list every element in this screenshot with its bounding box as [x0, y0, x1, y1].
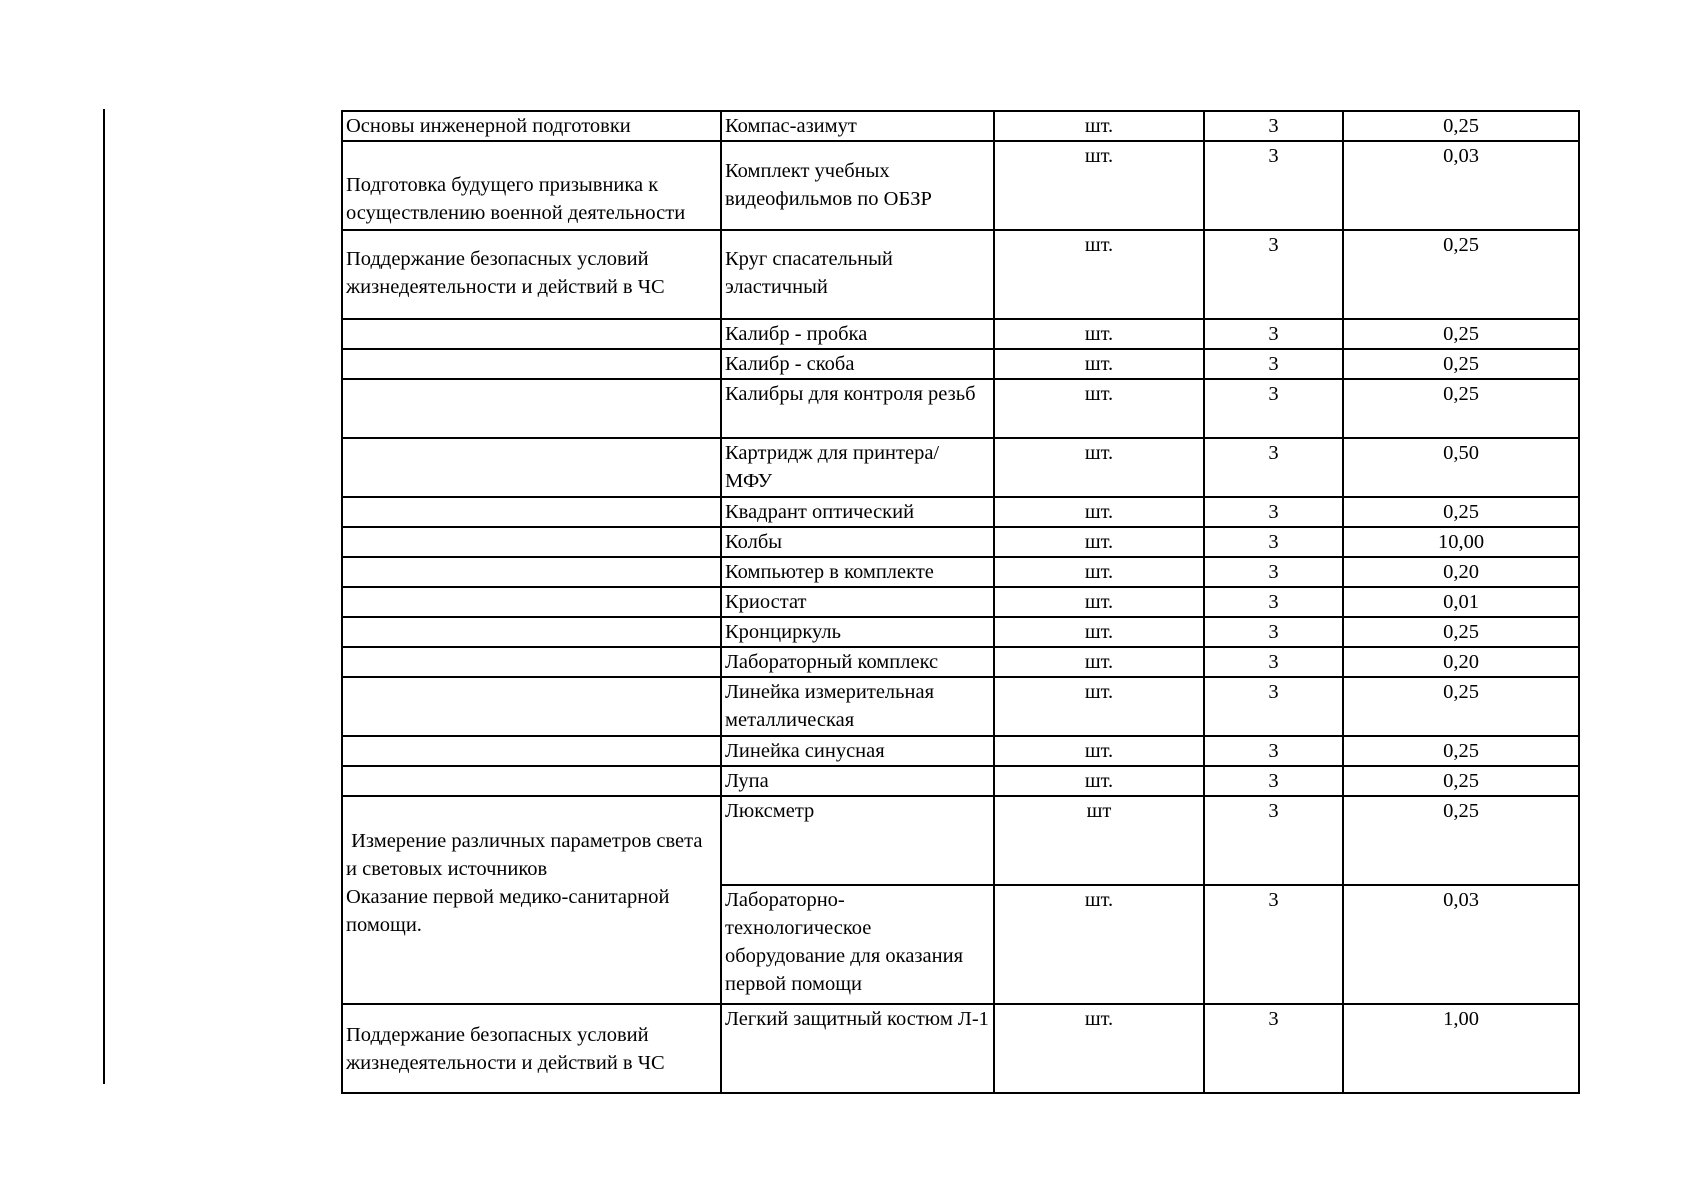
table-row: [342, 141, 1579, 230]
table-row: [342, 527, 1579, 557]
section-cell: [342, 379, 721, 438]
qty-cell: 3: [1204, 111, 1343, 141]
section-cell: [342, 319, 721, 349]
qty-cell: 3: [1204, 557, 1343, 587]
norm-cell: 0,25: [1343, 736, 1579, 766]
item-cell: Круг спасательный эластичный: [721, 230, 994, 319]
table-row: [342, 438, 1579, 497]
table-row: [342, 647, 1579, 677]
norm-cell: 10,00: [1343, 527, 1579, 557]
norm-cell: 0,25: [1343, 379, 1579, 438]
norm-cell: 0,25: [1343, 677, 1579, 736]
section-cell: [342, 349, 721, 379]
qty-cell: 3: [1204, 766, 1343, 796]
section-cell: [342, 557, 721, 587]
unit-cell: шт.: [994, 497, 1204, 527]
unit-cell: шт.: [994, 557, 1204, 587]
qty-cell: 3: [1204, 230, 1343, 319]
qty-cell: 3: [1204, 438, 1343, 497]
norm-cell: 0,25: [1343, 349, 1579, 379]
qty-cell: 3: [1204, 319, 1343, 349]
qty-cell: 3: [1204, 885, 1343, 1004]
item-cell: Картридж для принтера/ МФУ: [721, 438, 994, 497]
table-row: [342, 736, 1579, 766]
item-cell: Колбы: [721, 527, 994, 557]
unit-cell: шт.: [994, 587, 1204, 617]
table-row: [342, 617, 1579, 647]
item-cell: Лабораторно-технологическое оборудование для оказания первой помощи: [721, 885, 994, 1004]
unit-cell: шт.: [994, 677, 1204, 736]
qty-cell: 3: [1204, 141, 1343, 230]
section-cell: Поддержание безопасных условий жизнедеятельности и действий в ЧС: [342, 1004, 721, 1093]
item-cell: Компас-азимут: [721, 111, 994, 141]
unit-cell: шт: [994, 796, 1204, 885]
item-cell: Линейка синусная: [721, 736, 994, 766]
item-cell: Люксметр: [721, 796, 994, 885]
unit-cell: шт.: [994, 647, 1204, 677]
qty-cell: 3: [1204, 796, 1343, 885]
norm-cell: 0,50: [1343, 438, 1579, 497]
qty-cell: 3: [1204, 617, 1343, 647]
unit-cell: шт.: [994, 111, 1204, 141]
unit-cell: шт.: [994, 885, 1204, 1004]
norm-cell: 0,25: [1343, 796, 1579, 885]
item-cell: Криостат: [721, 587, 994, 617]
page-margin-line: [103, 109, 105, 1084]
section-cell-merged: [342, 796, 721, 1004]
item-cell: Калибры для контроля резьб: [721, 379, 994, 438]
item-cell: Квадрант оптический: [721, 497, 994, 527]
qty-cell: 3: [1204, 647, 1343, 677]
unit-cell: шт.: [994, 379, 1204, 438]
item-cell: Кронциркуль: [721, 617, 994, 647]
norm-cell: 0,25: [1343, 617, 1579, 647]
table-row: [342, 587, 1579, 617]
table-row: [342, 230, 1579, 319]
unit-cell: шт.: [994, 141, 1204, 230]
qty-cell: 3: [1204, 379, 1343, 438]
section-cell: [342, 438, 721, 497]
section-cell: [342, 617, 721, 647]
norm-cell: 0,25: [1343, 230, 1579, 319]
qty-cell: 3: [1204, 497, 1343, 527]
table-row: [342, 349, 1579, 379]
item-cell: Легкий защитный костюм Л-1: [721, 1004, 994, 1093]
unit-cell: шт.: [994, 319, 1204, 349]
table-row: [342, 796, 1579, 885]
qty-cell: 3: [1204, 1004, 1343, 1093]
table-row: [342, 319, 1579, 349]
table-row: [342, 557, 1579, 587]
qty-cell: 3: [1204, 736, 1343, 766]
section-cell: [342, 587, 721, 617]
item-cell: Калибр - скоба: [721, 349, 994, 379]
section-cell: [342, 527, 721, 557]
norm-cell: 0,03: [1343, 141, 1579, 230]
qty-cell: 3: [1204, 527, 1343, 557]
item-cell: Лабораторный комплекс: [721, 647, 994, 677]
table-row: [342, 766, 1579, 796]
item-cell: Компьютер в комплекте: [721, 557, 994, 587]
table-row: [342, 497, 1579, 527]
section-text-light: Измерение различных параметров света и световых источников: [346, 830, 708, 880]
norm-cell: 0,25: [1343, 766, 1579, 796]
norm-cell: 1,00: [1343, 1004, 1579, 1093]
item-cell: Лупа: [721, 766, 994, 796]
norm-cell: 0,25: [1343, 111, 1579, 141]
norm-cell: 0,01: [1343, 587, 1579, 617]
section-cell: [342, 647, 721, 677]
equipment-table: [341, 110, 1580, 1094]
norm-cell: 0,25: [1343, 319, 1579, 349]
norm-cell: 0,25: [1343, 497, 1579, 527]
qty-cell: 3: [1204, 349, 1343, 379]
qty-cell: 3: [1204, 587, 1343, 617]
unit-cell: шт.: [994, 617, 1204, 647]
section-cell: [342, 677, 721, 736]
unit-cell: шт.: [994, 438, 1204, 497]
norm-cell: 0,03: [1343, 885, 1579, 1004]
section-cell: Подготовка будущего призывника к осуществлению военной деятельности: [342, 141, 721, 230]
unit-cell: шт.: [994, 349, 1204, 379]
unit-cell: шт.: [994, 527, 1204, 557]
table-row: [342, 1004, 1579, 1093]
section-cell: [342, 497, 721, 527]
section-cell: Поддержание безопасных условий жизнедеятельности и действий в ЧС: [342, 230, 721, 319]
unit-cell: шт.: [994, 766, 1204, 796]
section-text-first-aid: Оказание первой медико-санитарной помощи.: [346, 886, 670, 936]
table-row: [342, 111, 1579, 141]
section-cell: [342, 766, 721, 796]
unit-cell: шт.: [994, 1004, 1204, 1093]
section-cell: Основы инженерной подготовки: [342, 111, 721, 141]
table-row: [342, 379, 1579, 438]
item-cell: Линейка измерительная металлическая: [721, 677, 994, 736]
qty-cell: 3: [1204, 677, 1343, 736]
norm-cell: 0,20: [1343, 647, 1579, 677]
unit-cell: шт.: [994, 230, 1204, 319]
item-cell: Калибр - пробка: [721, 319, 994, 349]
item-cell: Комплект учебных видеофильмов по ОБЗР: [721, 141, 994, 230]
norm-cell: 0,20: [1343, 557, 1579, 587]
unit-cell: шт.: [994, 736, 1204, 766]
section-cell: [342, 736, 721, 766]
table-row: [342, 677, 1579, 736]
